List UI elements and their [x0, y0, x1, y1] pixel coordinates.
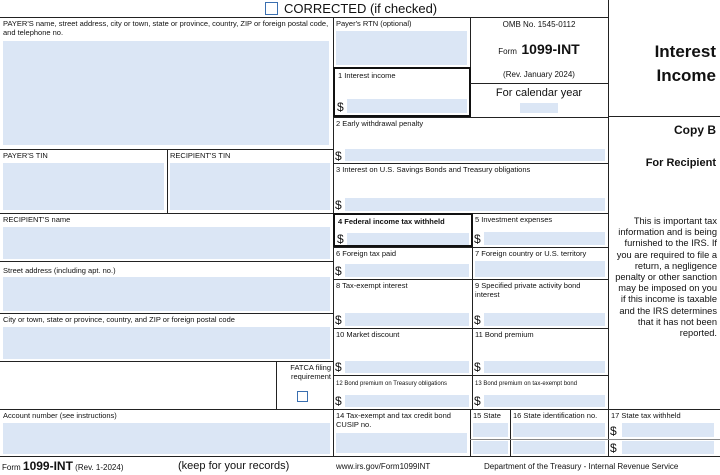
box-13-label: 13 Bond premium on tax-exempt bond	[475, 381, 578, 387]
divider-right-grid	[608, 0, 609, 457]
title-line2: Income	[656, 66, 716, 85]
fatca-checkbox[interactable]	[297, 391, 308, 402]
payer-name-field[interactable]	[3, 41, 329, 145]
box-7-field[interactable]	[475, 261, 605, 277]
account-field[interactable]	[3, 423, 330, 454]
recipient-name-box[interactable]	[0, 213, 333, 261]
payer-name-box[interactable]	[0, 17, 333, 149]
box-3-dollar: $	[335, 198, 342, 212]
notice-text: This is important tax information and is being furnished to the IRS. If you are required to file a return, a negligence penalty or other sanction may be imposed on you if this income is taxable and the IRS determines that it has not been reported.	[615, 216, 717, 339]
line-right-title-bottom	[608, 116, 720, 117]
box-16[interactable]	[510, 409, 608, 456]
box-1-dollar: $	[337, 100, 344, 114]
box-13-dollar: $	[474, 394, 481, 408]
recipient-street-label: Street address (including apt. no.)	[3, 266, 116, 275]
box-11-dollar: $	[474, 360, 481, 374]
account-box[interactable]	[0, 409, 333, 456]
box-11-field[interactable]	[484, 361, 605, 373]
box-4-dollar: $	[337, 232, 344, 246]
box-1-label: 1 Interest income	[338, 71, 396, 80]
box-17[interactable]	[608, 409, 720, 456]
omb-form-name: 1099-INT	[521, 41, 580, 57]
box-16-field-1[interactable]	[513, 423, 605, 437]
footer-url[interactable]: www.irs.gov/Form1099INT	[336, 462, 431, 471]
recipient-name-field[interactable]	[3, 227, 330, 259]
fatca-label: FATCA filing requirement	[290, 363, 331, 381]
box-7-label: 7 Foreign country or U.S. territory	[475, 249, 587, 258]
payer-tin-label: PAYER'S TIN	[3, 151, 48, 160]
omb-number: OMB No. 1545-0112	[502, 20, 576, 29]
box-9-dollar: $	[474, 313, 481, 327]
box-2-label: 2 Early withdrawal penalty	[336, 119, 424, 128]
box-15-field-2[interactable]	[473, 441, 508, 454]
box-8-dollar: $	[335, 313, 342, 327]
box-10-label: 10 Market discount	[336, 330, 400, 339]
box-17-dollar-1: $	[610, 424, 617, 438]
recipient-city-field[interactable]	[3, 327, 330, 359]
box-8[interactable]	[333, 279, 472, 328]
box-15-label: 15 State	[473, 411, 501, 420]
box-14[interactable]	[333, 409, 470, 456]
recipient-street-box[interactable]	[0, 261, 333, 313]
calendar-year-label: For calendar year	[495, 87, 583, 99]
box-4-field[interactable]	[347, 233, 469, 245]
recipient-tin-box[interactable]	[167, 149, 333, 213]
box-5-dollar: $	[474, 232, 481, 246]
box-2-field[interactable]	[345, 149, 605, 161]
rtn-field[interactable]	[336, 31, 467, 65]
for-recipient-label: For Recipient	[645, 157, 716, 169]
box-12-dollar: $	[335, 394, 342, 408]
box-9[interactable]	[472, 279, 608, 328]
footer-form-prefix: Form	[2, 463, 21, 472]
box-15[interactable]	[470, 409, 510, 456]
omb-form	[470, 41, 608, 59]
box-4-label: 4 Federal income tax withheld	[338, 217, 445, 226]
recipient-name-label: RECIPIENT'S name	[3, 215, 71, 224]
box-1[interactable]	[333, 67, 471, 117]
box-7[interactable]	[472, 247, 608, 279]
box-14-label: 14 Tax-exempt and tax credit bond CUSIP no.	[336, 411, 451, 429]
recipient-street-field[interactable]	[3, 277, 330, 311]
box-12-label: 12 Bond premium on Treasury obligations	[336, 381, 448, 387]
recipient-city-box[interactable]	[0, 313, 333, 361]
grid-bottom-line	[0, 456, 720, 457]
omb-form-prefix: Form	[498, 47, 517, 56]
box-10[interactable]	[333, 328, 472, 375]
footer-rev: (Rev. 1-2024)	[75, 463, 124, 472]
corrected-label: CORRECTED (if checked)	[284, 1, 438, 16]
box-5[interactable]	[472, 213, 608, 247]
box-16-label: 16 State identification no.	[513, 411, 598, 420]
box-6[interactable]	[333, 247, 472, 279]
payer-name-label: PAYER'S name, street address, city or town, state or province, country, ZIP or foreign postal code, and telephone no.	[3, 19, 329, 37]
box-3[interactable]	[333, 163, 608, 213]
box-11-label: 11 Bond premium	[475, 330, 534, 339]
box-3-label: 3 Interest on U.S. Savings Bonds and Treasury obligations	[336, 165, 531, 174]
box-9-field[interactable]	[484, 313, 605, 326]
box-17-label: 17 State tax withheld	[611, 411, 681, 420]
box-4[interactable]	[333, 213, 473, 247]
payer-tin-field[interactable]	[3, 163, 164, 210]
calendar-year-field[interactable]	[520, 103, 558, 113]
footer-form-name: 1099-INT	[22, 459, 73, 473]
footer-form	[2, 459, 124, 475]
recipient-tin-field[interactable]	[170, 163, 330, 210]
box-1-field[interactable]	[347, 99, 467, 113]
box-6-dollar: $	[335, 264, 342, 278]
box-13-field[interactable]	[484, 395, 605, 407]
box-16-field-2[interactable]	[513, 441, 605, 454]
footer-dept: Department of the Treasury - Internal Revenue Service	[484, 462, 679, 471]
box-3-field[interactable]	[345, 198, 605, 211]
rtn-label: Payer's RTN (optional)	[336, 19, 412, 28]
box-5-field[interactable]	[484, 232, 605, 245]
box-12[interactable]	[333, 375, 472, 409]
box-2[interactable]	[333, 117, 608, 163]
box-8-field[interactable]	[345, 313, 469, 326]
box-13[interactable]	[472, 375, 608, 409]
box-14-field[interactable]	[336, 433, 467, 453]
box-11[interactable]	[472, 328, 608, 375]
recipient-city-label: City or town, state or province, country, and ZIP or foreign postal code	[3, 315, 235, 324]
box-10-dollar: $	[335, 360, 342, 374]
omb-rev: (Rev. January 2024)	[503, 70, 575, 79]
rtn-box[interactable]	[333, 17, 470, 67]
line-row14-mid	[470, 439, 720, 440]
payer-tin-box[interactable]	[0, 149, 167, 213]
box-6-label: 6 Foreign tax paid	[336, 249, 397, 258]
line-omb-mid	[470, 83, 608, 84]
box-15-field-1[interactable]	[473, 423, 508, 437]
box-9-label: 9 Specified private activity bond interest	[475, 281, 581, 299]
omb-block	[470, 17, 608, 117]
corrected-checkbox[interactable]	[265, 2, 278, 15]
box-10-field[interactable]	[345, 361, 469, 373]
box-6-field[interactable]	[345, 264, 469, 277]
account-label: Account number (see instructions)	[3, 411, 117, 420]
recipient-tin-label: RECIPIENT'S TIN	[170, 151, 231, 160]
title-line1: Interest	[654, 42, 716, 61]
box-17-field-2[interactable]	[622, 441, 714, 454]
box-17-dollar-2: $	[610, 441, 617, 455]
footer-keep: (keep for your records)	[178, 460, 290, 472]
box-12-field[interactable]	[345, 395, 469, 407]
box-2-dollar: $	[335, 149, 342, 163]
box-8-label: 8 Tax-exempt interest	[336, 281, 408, 290]
fatca-box	[276, 361, 333, 409]
box-17-field-1[interactable]	[622, 423, 714, 437]
box-5-label: 5 Investment expenses	[475, 215, 553, 224]
copy-b-label: Copy B	[674, 123, 716, 137]
